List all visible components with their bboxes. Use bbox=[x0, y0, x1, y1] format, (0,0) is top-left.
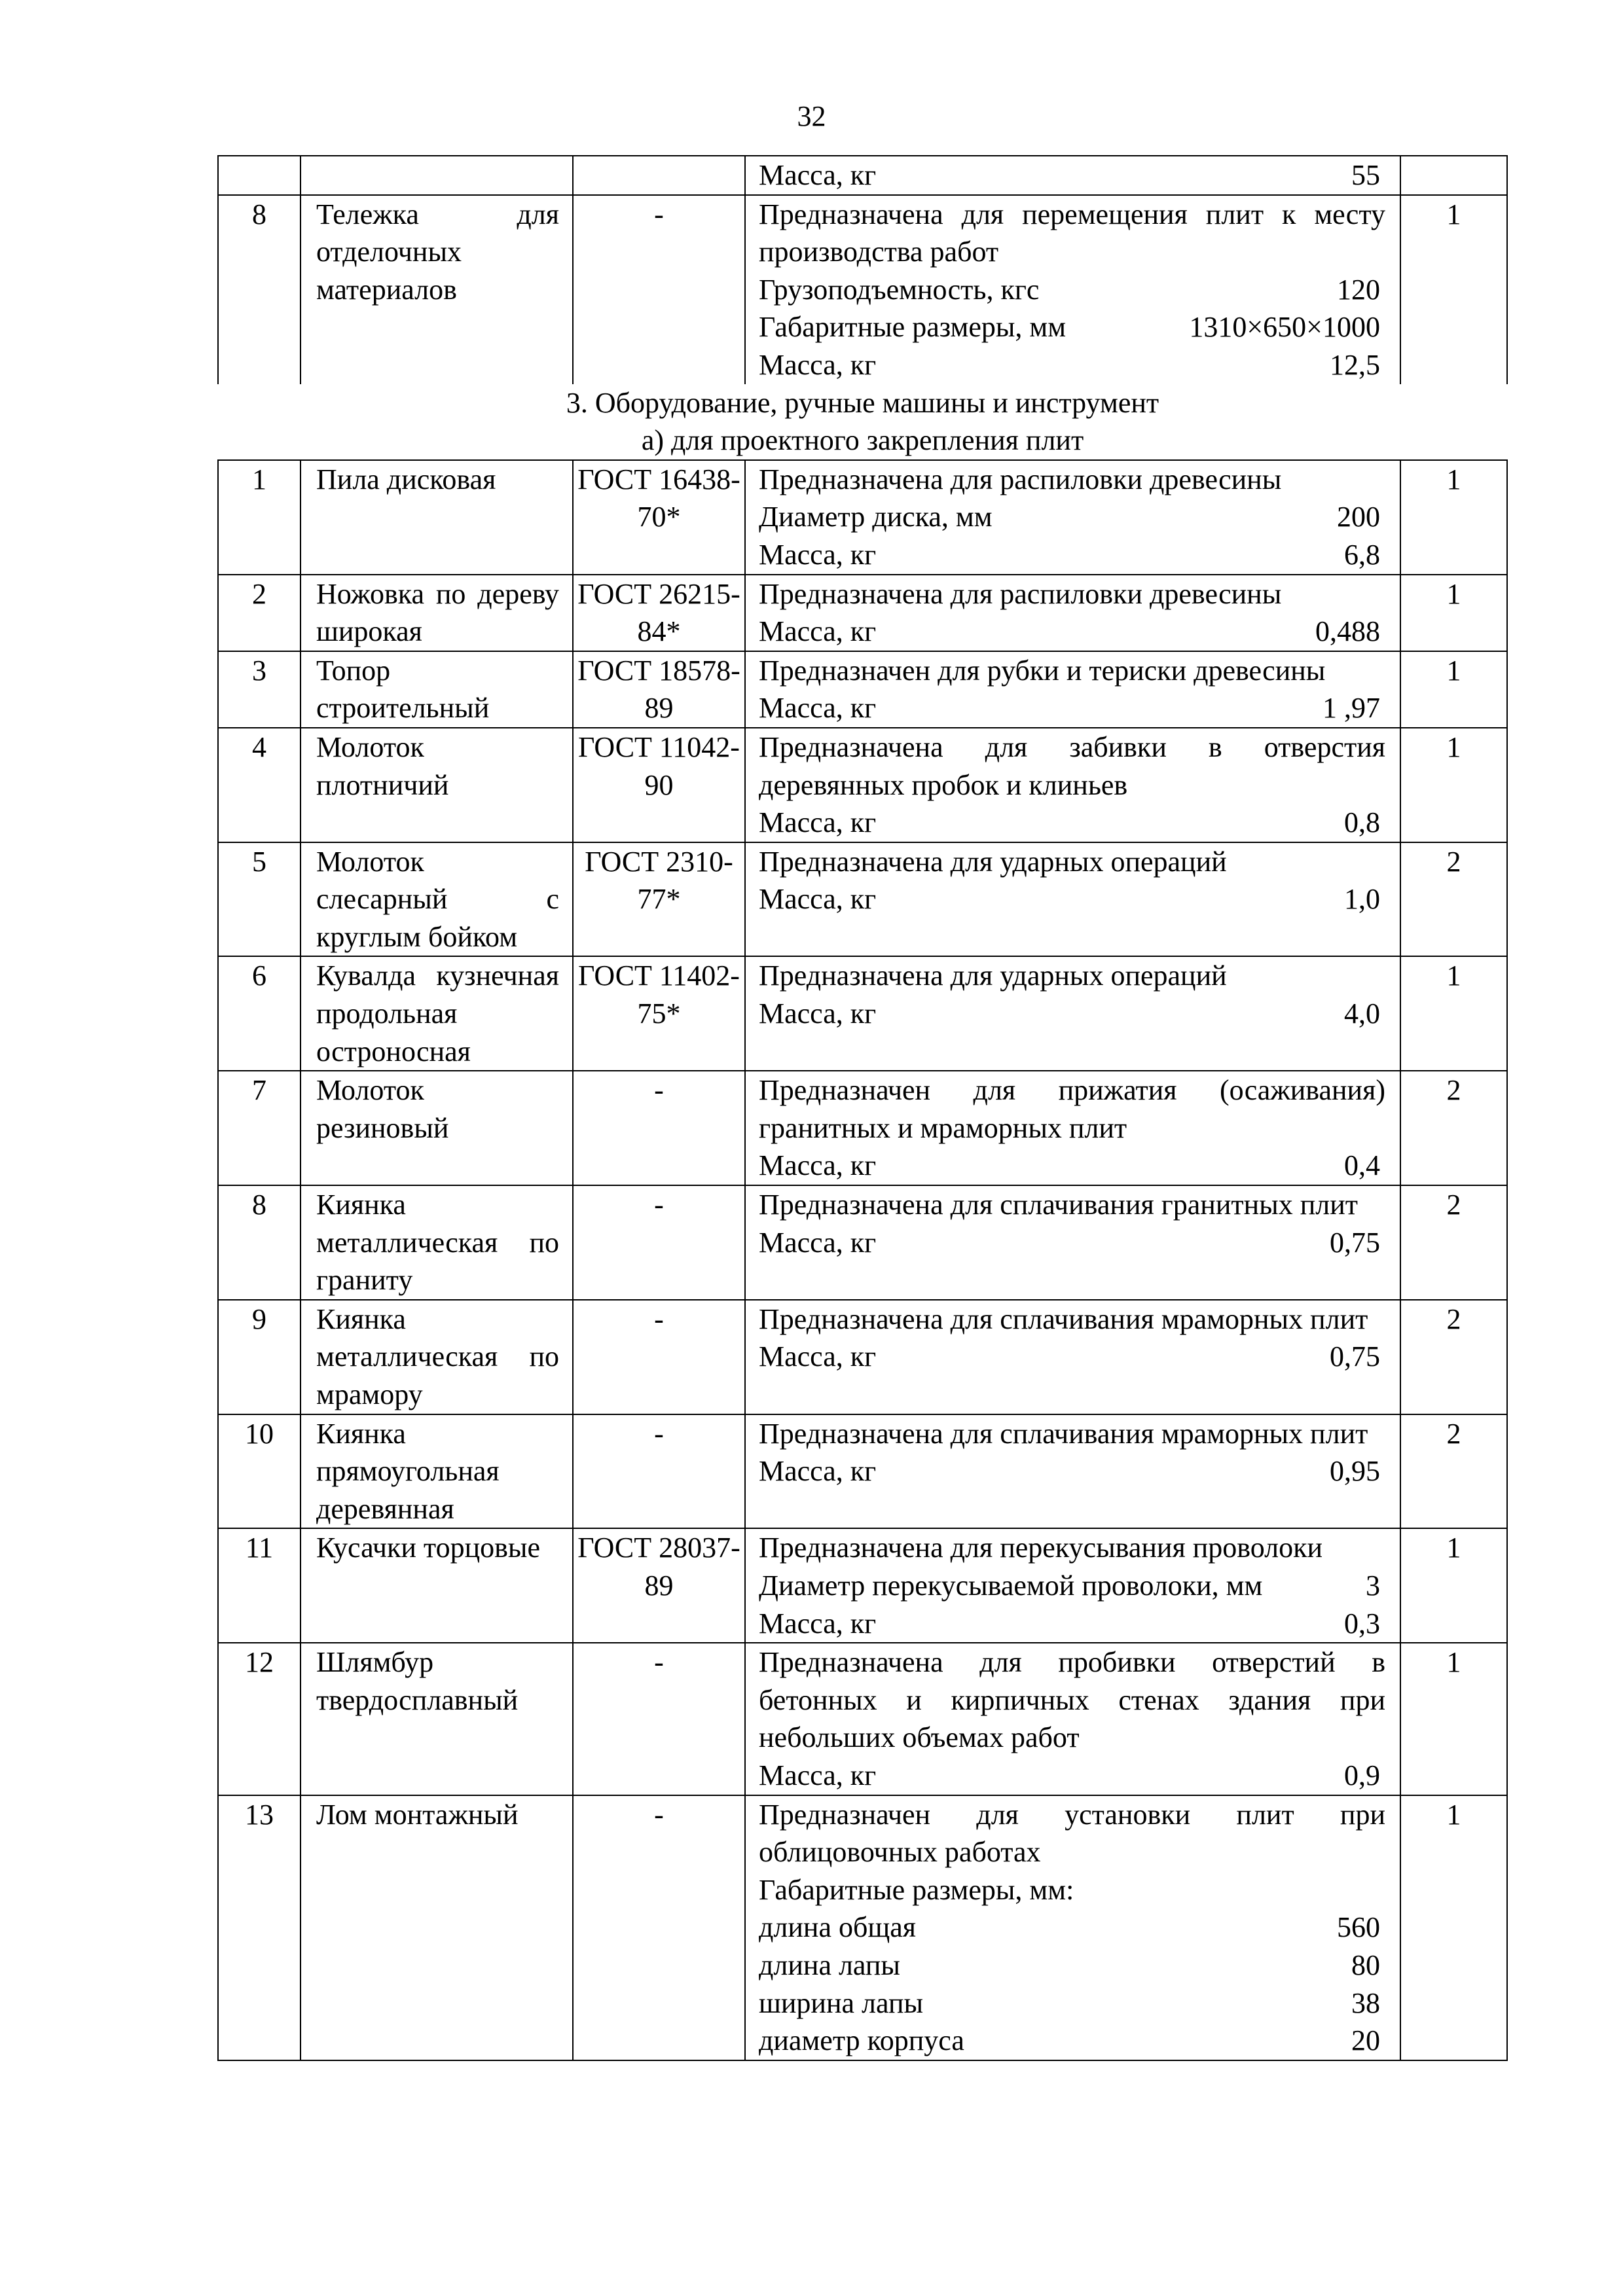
name-cell: Киянка прямоугольная деревянная bbox=[301, 1414, 573, 1529]
description-cell bbox=[745, 1528, 1400, 1643]
standard-cell: - bbox=[573, 1414, 745, 1529]
standard-cell: ГОСТ 2310-77* bbox=[573, 842, 745, 957]
table-row bbox=[218, 1528, 1507, 1643]
spec-label: Масса, кг bbox=[759, 1759, 877, 1791]
spec-value: 4,0 bbox=[1344, 997, 1380, 1030]
table-row bbox=[218, 1071, 1507, 1185]
quantity-cell: 2 bbox=[1400, 1071, 1507, 1185]
table-row bbox=[218, 1185, 1507, 1300]
spec-value: 12,5 bbox=[1330, 348, 1380, 381]
spec-value: 0,3 bbox=[1344, 1607, 1380, 1640]
standard-cell bbox=[573, 156, 745, 195]
quantity-cell: 2 bbox=[1400, 1414, 1507, 1529]
spec-label: длина общая bbox=[759, 1911, 917, 1944]
description-text: Предназначена для сплачивания гранитных плит bbox=[759, 1189, 1359, 1221]
spec-value: 1 ,97 bbox=[1322, 692, 1380, 725]
spec-label: Масса, кг bbox=[759, 883, 877, 916]
spec-line bbox=[759, 995, 1385, 1033]
spec-label: Масса, кг bbox=[759, 692, 877, 725]
standard-cell: - bbox=[573, 1071, 745, 1185]
name-cell: Кувалда кузнечная продольная остроносная bbox=[301, 956, 573, 1071]
quantity-cell: 1 bbox=[1400, 1643, 1507, 1795]
table-row bbox=[218, 1414, 1507, 1529]
spec-label: Масса, кг bbox=[759, 1340, 877, 1373]
description-cell bbox=[745, 1643, 1400, 1795]
table-row bbox=[218, 728, 1507, 842]
description-text: Предназначена для сплачивания мраморных плит bbox=[759, 1417, 1368, 1450]
spec-line bbox=[759, 536, 1385, 574]
spec-line bbox=[759, 1946, 1385, 1984]
row-number-cell: 2 bbox=[218, 575, 301, 651]
table-row bbox=[218, 956, 1507, 1071]
name-cell: Молоток резиновый bbox=[301, 1071, 573, 1185]
quantity-cell: 1 bbox=[1400, 575, 1507, 651]
spec-value: 55 bbox=[1351, 159, 1380, 191]
description-text: Предназначен для установки плит при облицовочных работах bbox=[759, 1798, 1385, 1869]
spec-label: Масса, кг bbox=[759, 997, 877, 1030]
section-heading-row bbox=[218, 384, 1507, 460]
row-number-cell: 5 bbox=[218, 842, 301, 957]
spec-label: Масса, кг bbox=[759, 1149, 877, 1182]
spec-line bbox=[759, 1567, 1385, 1605]
spec-value: 0,95 bbox=[1330, 1455, 1380, 1488]
quantity-cell: 1 bbox=[1400, 1528, 1507, 1643]
name-cell: Киянка металлическая по граниту bbox=[301, 1185, 573, 1300]
quantity-cell: 1 bbox=[1400, 195, 1507, 384]
table-row bbox=[218, 842, 1507, 957]
spec-line bbox=[759, 689, 1385, 727]
description-cell bbox=[745, 195, 1400, 384]
name-cell: Молоток слесарный с круглым бойком bbox=[301, 842, 573, 957]
table-row bbox=[218, 195, 1507, 384]
section-title: 3. Оборудование, ручные машины и инструмент bbox=[566, 386, 1159, 419]
row-number-cell: 8 bbox=[218, 1185, 301, 1300]
spec-line bbox=[759, 498, 1385, 536]
spec-value: 560 bbox=[1337, 1911, 1380, 1944]
row-number-cell bbox=[218, 156, 301, 195]
name-cell: Ножовка по дереву широкая bbox=[301, 575, 573, 651]
standard-cell: - bbox=[573, 1185, 745, 1300]
description-cell bbox=[745, 1414, 1400, 1529]
spec-label: Габаритные размеры, мм: bbox=[759, 1873, 1074, 1906]
spec-value: 0,9 bbox=[1344, 1759, 1380, 1791]
spec-value: 200 bbox=[1337, 501, 1380, 533]
quantity-cell: 1 bbox=[1400, 728, 1507, 842]
row-number-cell: 11 bbox=[218, 1528, 301, 1643]
spec-value: 120 bbox=[1337, 273, 1380, 306]
spec-line bbox=[759, 1452, 1385, 1490]
spec-value: 0,488 bbox=[1315, 615, 1380, 648]
standard-cell: - bbox=[573, 195, 745, 384]
spec-line bbox=[759, 613, 1385, 651]
spec-value: 3 bbox=[1366, 1569, 1380, 1602]
spec-label: длина лапы bbox=[759, 1948, 900, 1981]
spec-label: Масса, кг bbox=[759, 1226, 877, 1259]
spec-label: Масса, кг bbox=[759, 615, 877, 648]
spec-line bbox=[759, 271, 1385, 309]
description-cell bbox=[745, 460, 1400, 575]
spec-line bbox=[759, 880, 1385, 918]
spec-label: Диаметр диска, мм bbox=[759, 501, 993, 533]
spec-label: Грузоподъемность, кгс bbox=[759, 273, 1040, 306]
spec-line bbox=[759, 1338, 1385, 1376]
name-cell: Шлямбур твердосплавный bbox=[301, 1643, 573, 1795]
spec-value: 6,8 bbox=[1344, 538, 1380, 571]
name-cell bbox=[301, 156, 573, 195]
spec-value: 0,75 bbox=[1330, 1226, 1380, 1259]
standard-cell: ГОСТ 28037-89 bbox=[573, 1528, 745, 1643]
description-cell bbox=[745, 1300, 1400, 1414]
table-row bbox=[218, 651, 1507, 728]
row-number-cell: 13 bbox=[218, 1795, 301, 2060]
description-text: Предназначена для перемещения плит к месту производства работ bbox=[759, 198, 1385, 268]
table-row bbox=[218, 1643, 1507, 1795]
standard-cell: - bbox=[573, 1795, 745, 2060]
spec-label: Масса, кг bbox=[759, 159, 877, 191]
spec-label: Габаритные размеры, мм bbox=[759, 311, 1067, 344]
description-cell bbox=[745, 1795, 1400, 2060]
description-text: Предназначена для ударных операций bbox=[759, 960, 1227, 992]
spec-value: 1310×650×1000 bbox=[1189, 311, 1380, 344]
spec-label: Диаметр перекусываемой проволоки, мм bbox=[759, 1569, 1263, 1602]
spec-value: 20 bbox=[1351, 2024, 1380, 2057]
description-text: Предназначен для прижатия (осаживания) гранитных и мраморных плит bbox=[759, 1074, 1385, 1144]
row-number-cell: 9 bbox=[218, 1300, 301, 1414]
spec-value: 0,75 bbox=[1330, 1340, 1380, 1373]
quantity-cell bbox=[1400, 156, 1507, 195]
continued-row bbox=[218, 156, 1507, 195]
standard-cell: - bbox=[573, 1643, 745, 1795]
standard-cell: ГОСТ 18578-89 bbox=[573, 651, 745, 728]
standard-cell: ГОСТ 11402-75* bbox=[573, 956, 745, 1071]
quantity-cell: 1 bbox=[1400, 651, 1507, 728]
spec-line bbox=[759, 1984, 1385, 2022]
table-row bbox=[218, 1795, 1507, 2060]
description-cell bbox=[745, 651, 1400, 728]
section-heading-cell bbox=[218, 384, 1507, 460]
description-text: Предназначен для рубки и териски древесины bbox=[759, 654, 1326, 687]
spec-line bbox=[759, 2022, 1385, 2060]
spec-label: Масса, кг bbox=[759, 538, 877, 571]
description-text: Предназначена для перекусывания проволоки bbox=[759, 1532, 1323, 1564]
row-number-cell: 6 bbox=[218, 956, 301, 1071]
spec-value: 0,4 bbox=[1344, 1149, 1380, 1182]
spec-label: Масса, кг bbox=[759, 1455, 877, 1488]
name-cell: Кусачки торцовые bbox=[301, 1528, 573, 1643]
name-cell: Лом монтажный bbox=[301, 1795, 573, 2060]
description-cell bbox=[745, 1071, 1400, 1185]
spec-line bbox=[759, 1757, 1385, 1795]
spec-value: 0,8 bbox=[1344, 806, 1380, 839]
row-number-cell: 4 bbox=[218, 728, 301, 842]
description-text: Предназначена для забивки в отверстия деревянных пробок и клиньев bbox=[759, 730, 1385, 801]
name-cell: Молоток плотничий bbox=[301, 728, 573, 842]
quantity-cell: 2 bbox=[1400, 1300, 1507, 1414]
equipment-table bbox=[217, 155, 1508, 2061]
spec-line bbox=[759, 308, 1385, 346]
name-cell: Топор строительный bbox=[301, 651, 573, 728]
description-text: Предназначена для ударных операций bbox=[759, 845, 1227, 878]
row-number-cell: 8 bbox=[218, 195, 301, 384]
name-cell: Пила дисковая bbox=[301, 460, 573, 575]
table-row bbox=[218, 1300, 1507, 1414]
row-number-cell: 1 bbox=[218, 460, 301, 575]
row-number-cell: 3 bbox=[218, 651, 301, 728]
section-subtitle: а) для проектного закрепления плит bbox=[641, 424, 1084, 457]
quantity-cell: 2 bbox=[1400, 842, 1507, 957]
description-cell bbox=[745, 956, 1400, 1071]
spec-line bbox=[759, 1224, 1385, 1262]
spec-value: 38 bbox=[1351, 1986, 1380, 2019]
name-cell: Киянка металлическая по мрамору bbox=[301, 1300, 573, 1414]
description-text: Предназначена для распиловки древесины bbox=[759, 577, 1282, 610]
spec-label: Масса, кг bbox=[759, 348, 877, 381]
spec-label: ширина лапы bbox=[759, 1986, 924, 2019]
name-cell: Тележка для отделочных материалов bbox=[301, 195, 573, 384]
spec-value: 1,0 bbox=[1344, 883, 1380, 916]
standard-cell: ГОСТ 11042-90 bbox=[573, 728, 745, 842]
spec-line bbox=[759, 156, 1385, 194]
description-cell bbox=[745, 842, 1400, 957]
spec-line bbox=[759, 346, 1385, 384]
quantity-cell: 1 bbox=[1400, 956, 1507, 1071]
table-body bbox=[218, 156, 1507, 2060]
description-cell bbox=[745, 575, 1400, 651]
table-row bbox=[218, 460, 1507, 575]
description-text: Предназначена для сплачивания мраморных плит bbox=[759, 1302, 1368, 1335]
description-cell bbox=[745, 728, 1400, 842]
spec-label: Масса, кг bbox=[759, 806, 877, 839]
spec-value: 80 bbox=[1351, 1948, 1380, 1981]
standard-cell: - bbox=[573, 1300, 745, 1414]
description-text: Предназначена для пробивки отверстий в бетонных и кирпичных стенах здания при небольших объемах работ bbox=[759, 1646, 1385, 1754]
description-cell bbox=[745, 156, 1400, 195]
spec-line bbox=[759, 804, 1385, 842]
spec-line bbox=[759, 1147, 1385, 1185]
spec-line bbox=[759, 1605, 1385, 1643]
page-number: 32 bbox=[797, 100, 826, 132]
row-number-cell: 12 bbox=[218, 1643, 301, 1795]
spec-line bbox=[759, 1909, 1385, 1946]
table-row bbox=[218, 575, 1507, 651]
description-text: Предназначена для распиловки древесины bbox=[759, 463, 1282, 495]
spec-label: Масса, кг bbox=[759, 1607, 877, 1640]
standard-cell: ГОСТ 16438-70* bbox=[573, 460, 745, 575]
spec-line bbox=[759, 1871, 1385, 1909]
description-cell bbox=[745, 1185, 1400, 1300]
quantity-cell: 2 bbox=[1400, 1185, 1507, 1300]
quantity-cell: 1 bbox=[1400, 460, 1507, 575]
spec-label: диаметр корпуса bbox=[759, 2024, 964, 2057]
standard-cell: ГОСТ 26215-84* bbox=[573, 575, 745, 651]
quantity-cell: 1 bbox=[1400, 1795, 1507, 2060]
row-number-cell: 10 bbox=[218, 1414, 301, 1529]
row-number-cell: 7 bbox=[218, 1071, 301, 1185]
